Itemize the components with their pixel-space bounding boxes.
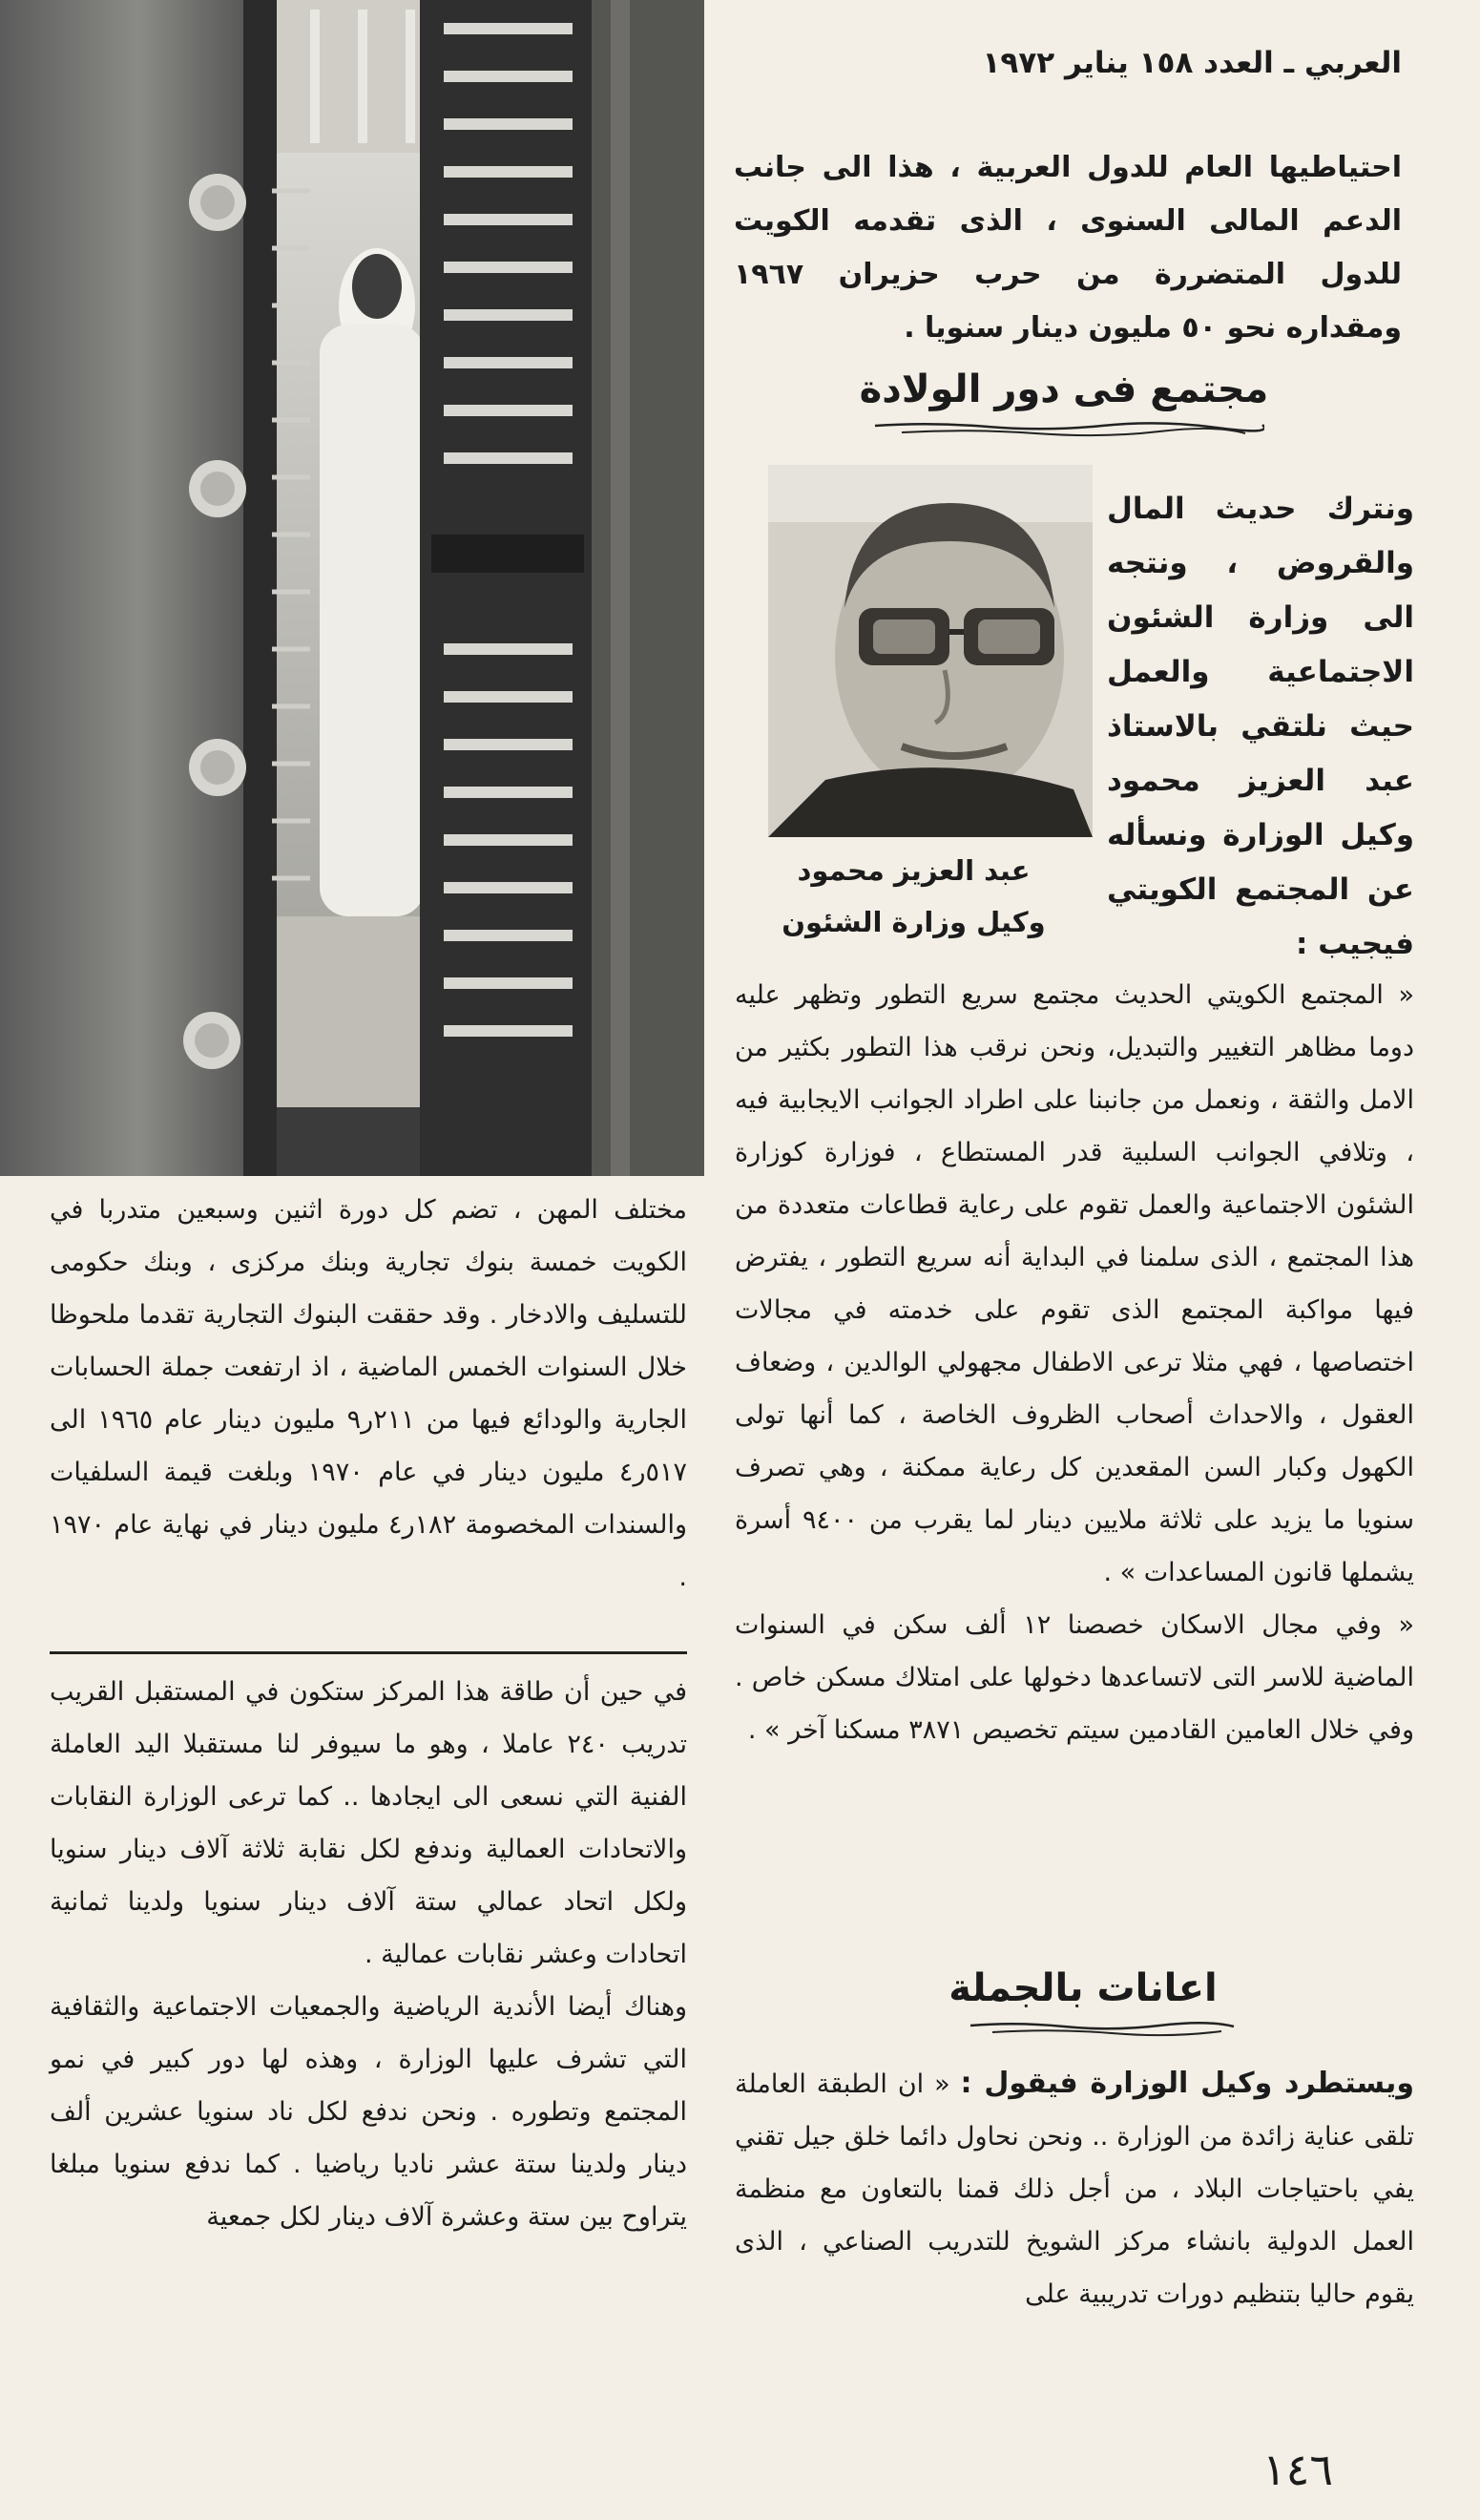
caption-name: عبد العزيز محمود	[797, 854, 1031, 887]
subsidies-body	[735, 2057, 1414, 2320]
portrait-photo	[768, 465, 1093, 837]
caption-title: وكيل وزارة الشئون	[782, 906, 1046, 938]
heading-underline	[969, 2020, 1236, 2037]
intro-paragraph: احتياطيها العام للدول العربية ، هذا الى جانب الدعم المالى السنوى ، الذى تقدمه الكويت للدول المتضررة من حرب حزيران ١٩٦٧ ومقداره نحو ٥٠ مليون دينار سنويا .	[734, 151, 1402, 345]
interview-body	[735, 969, 1414, 1756]
left-lower-body	[50, 1666, 687, 2243]
clubs-paragraph: وهناك أيضا الأندية الرياضية والجمعيات الاجتماعية والثقافية التي تشرف عليها الوزارة ، وهذه لها دور كبير في نمو المجتمع وتطوره . ونحن ندفع لكل ناد سنويا عشرين ألف دينار ولدينا ستة عشر ناديا رياضيا . كما ندفع سنويا مبلغا يتراوح بين ستة وعشرة آلاف دينار لكل جمعية	[50, 1992, 687, 2232]
interview-paragraph: « وفي مجال الاسكان خصصنا ١٢ ألف سكن في السنوات الماضية للاسر التى لاتساعدها دخولها على امتلاك مسكن خاص . وفي خلال العامين القادمين سيتم تخصيص ٣٨٧١ مسكنا آخر » .	[735, 1610, 1415, 1745]
vault-door-photo	[0, 0, 704, 1176]
page-number: ١٤٦	[1261, 2444, 1334, 2495]
subsidies-paragraph: « ان الطبقة العاملة تلقى عناية زائدة من الوزارة .. ونحن نحاول دائما خلق جيل تقني يفي باحتياجات البلاد ، من أجل ذلك قمنا بالتعاون مع منظمة العمل الدولية بانشاء مركز الشويخ للتدريب الصناعي ، الذى يقوم حاليا بتنظيم دورات تدريبية على	[735, 2069, 1414, 2309]
interview-paragraph: « المجتمع الكويتي الحديث مجتمع سريع التطور وتظهر عليه دوما مظاهر التغيير والتبديل، ونحن نرقب هذا التطور بكثير من الامل والثقة ، ونعمل من جانبنا على اطراد الجوانب الايجابية فيه ، وتلافي الجوانب السلبية قدر المستطاع ، فوزارة كوزارة الشئون الاجتماعية والعمل تقوم على رعاية قطاعات متعددة من هذا المجتمع ، الذى سلمنا في البداية أنه سريع التطور ، يفترض فيها مواكبة المجتمع الذى تقوم على خدمته في مجالات اختصاصها ، فهي مثلا ترعى الاطفال مجهولي الوالدين ، وضعاف العقول ، والاحداث أصحاب الظروف الخاصة ، كما أنها تولى الكهول وكبار السن المقعدين كل رعاية ممكنة ، وهي تصرف سنويا ما يزيد على ثلاثة ملايين دينار لما يقرب من ٩٤٠٠ أسرة يشملها قانون المساعدات » .	[735, 980, 1414, 1587]
column-separator	[50, 1651, 687, 1654]
interview-intro-column: ونترك حديث المال والقروض ، ونتجه الى وزارة الشئون الاجتماعية والعمل حيث نلتقي بالاستاذ عبد العزيز محمود وكيل الوزارة ونسأله عن المجتمع الكويتي فيجيب :	[1107, 492, 1414, 961]
running-head: العربي ـ العدد ١٥٨ يناير ١٩٧٢	[982, 46, 1402, 80]
training-centre-paragraph: في حين أن طاقة هذا المركز ستكون في المستقبل القريب تدريب ٢٤٠ عاملا ، وهو ما سيوفر لنا مستقبلا اليد العاملة الفنية التي نسعى الى ايجادها .. كما ترعى الوزارة النقابات والاتحادات العمالية وندفع لكل نقابة ثلاثة آلاف دينار سنويا ولكل اتحاد عمالي ستة آلاف دينار سنويا ولدينا ثمانية اتحادات وعشر نقابات عمالية .	[50, 1677, 687, 1969]
portrait-caption	[735, 845, 1093, 948]
subsidies-lead: ويستطرد وكيل الوزارة فيقول :	[960, 2067, 1414, 2100]
heading-underline	[873, 420, 1264, 437]
section-heading-community: مجتمع فى دور الولادة	[859, 368, 1269, 411]
section-heading-subsidies: اعانات بالجملة	[948, 1966, 1218, 2010]
banks-paragraph: مختلف المهن ، تضم كل دورة اثنين وسبعين متدربا في الكويت خمسة بنوك تجارية وبنك مركزى ، وبنك حكومى للتسليف والادخار . وقد حققت البنوك التجارية تقدما ملحوظا خلال السنوات الخمس الماضية ، اذ ارتفعت جملة الحسابات الجارية والودائع فيها من ٢١١ر٩ مليون دينار عام ١٩٦٥ الى ٥١٧ر٤ مليون دينار في عام ١٩٧٠ وبلغت قيمة السلفيات والسندات المخصومة ١٨٢ر٤ مليون دينار في نهاية عام ١٩٧٠ .	[50, 1195, 687, 1592]
